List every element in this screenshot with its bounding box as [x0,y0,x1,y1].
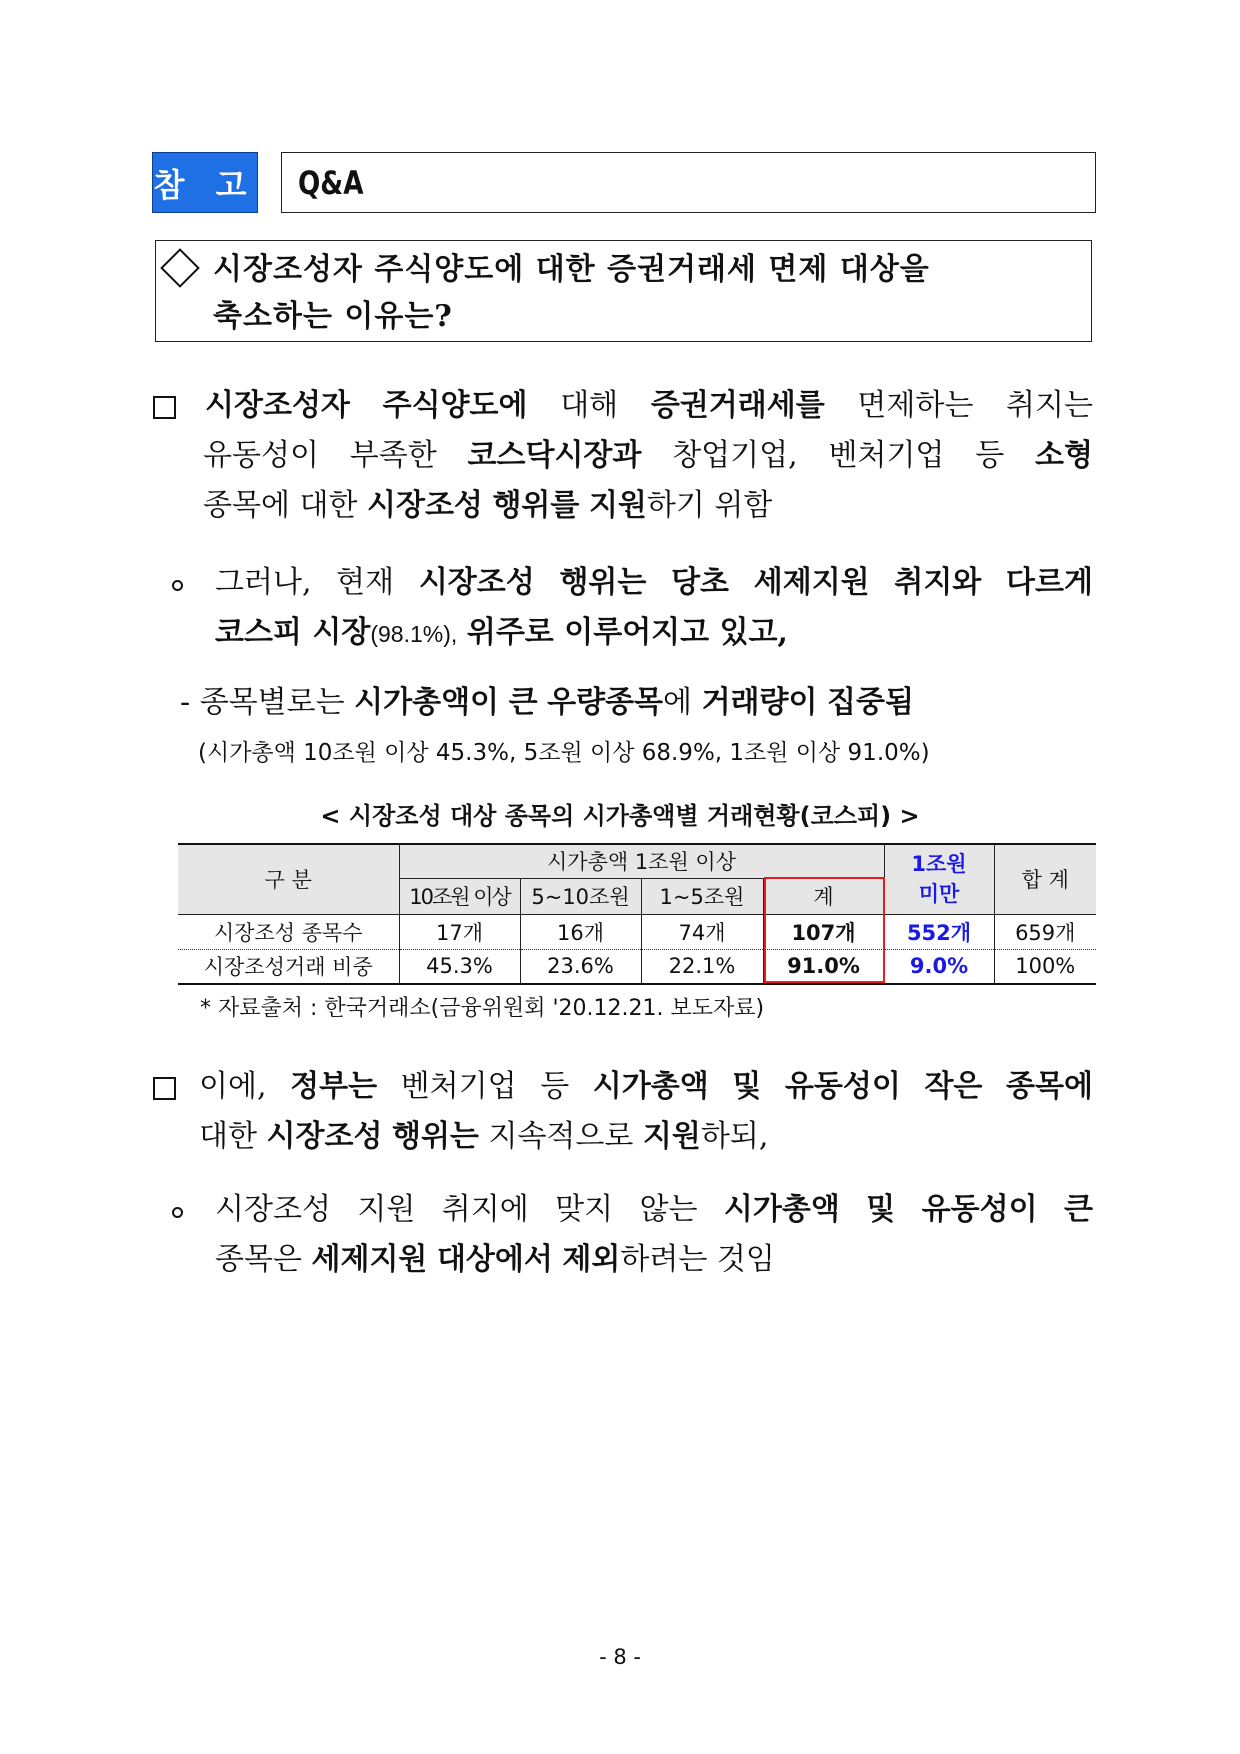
square-bullet-icon [153,1077,176,1100]
square-bullet-icon [153,396,176,419]
header-category: 구 분 [178,844,399,914]
highlight-box [764,877,885,983]
reference-badge: 참 고 [152,152,258,213]
table-cell: 45.3% [399,949,520,984]
table-row [178,914,1096,949]
section2-line-1: 이에, 정부는 벤처기업 등 시가총액 및 유동성이 작은 종목에 [199,1069,1093,1104]
section1-bullet-line-2: 코스피 시장(98.1%), 위주로 이루어지고 있고, [215,615,788,650]
header-sub-10tn: 10조원 이상 [399,878,520,914]
section2-bullet-line-2: 종목은 세제지원 대상에서 제외하려는 것임 [215,1242,775,1277]
circle-bullet-icon [172,580,183,591]
table-cell: 17개 [399,914,520,949]
section2-line-2: 대한 시장조성 행위는 지속적으로 지원하되, [199,1119,769,1154]
header-over-1tn: 시가총액 1조원 이상 [399,844,884,878]
table-cell: 9.0% [884,949,994,984]
reference-title: Q&A [298,163,364,202]
table-cell: 22.1% [641,949,763,984]
header-sub-1-5tn: 1~5조원 [641,878,763,914]
table-cell: 74개 [641,914,763,949]
table-cell: 16개 [520,914,641,949]
section1-dash-line-1: - 종목별로는 시가총액이 큰 우량종목에 거래량이 집중됨 [180,685,914,720]
question-line-1: 시장조성자 주식양도에 대한 증권거래세 면제 대상을 [213,252,930,287]
header-under-1tn: 1조원 미만 [884,844,994,914]
section1-bullet-line-1: 그러나, 현재 시장조성 행위는 당초 세제지원 취지와 다르게 [215,565,1093,600]
section1-dash-line-2: (시가총액 10조원 이상 45.3%, 5조원 이상 68.9%, 1조원 이상 91.0%) [198,740,930,766]
circle-bullet-icon [172,1207,183,1218]
market-cap-table [178,843,1096,985]
section2-bullet-line-1: 시장조성 지원 취지에 맞지 않는 시가총액 및 유동성이 큰 [215,1192,1093,1227]
header-sub-subtotal: 계 [763,878,884,914]
header-total: 합 계 [994,844,1096,914]
table-cell: 100% [994,949,1096,984]
section1-line-3: 종목에 대한 시장조성 행위를 지원하기 위함 [203,488,773,523]
question-line-2: 축소하는 이유는? [213,299,453,334]
table-cell: 107개 [763,914,884,949]
page-number: - 8 - [599,1645,641,1669]
table-source: * 자료출처 : 한국거래소(금융위원회 '20.12.21. 보도자료) [200,996,765,1021]
table-cell: 23.6% [520,949,641,984]
section1-line-2: 유동성이 부족한 코스닥시장과 창업기업, 벤처기업 등 소형 [203,438,1093,473]
table-cell: 552개 [884,914,994,949]
table-cell: 91.0% [763,949,884,984]
section1-line-1: 시장조성자 주식양도에 대해 증권거래세를 면제하는 취지는 [205,388,1093,423]
table-cell: 659개 [994,914,1096,949]
table-row [178,949,1096,984]
table-title: < 시장조성 대상 종목의 시가총액별 거래현황(코스피) > [320,802,920,830]
header-sub-5-10tn: 5~10조원 [520,878,641,914]
reference-title-box [281,152,1096,213]
row-label: 시장조성 종목수 [178,914,399,949]
row-label: 시장조성거래 비중 [178,949,399,984]
